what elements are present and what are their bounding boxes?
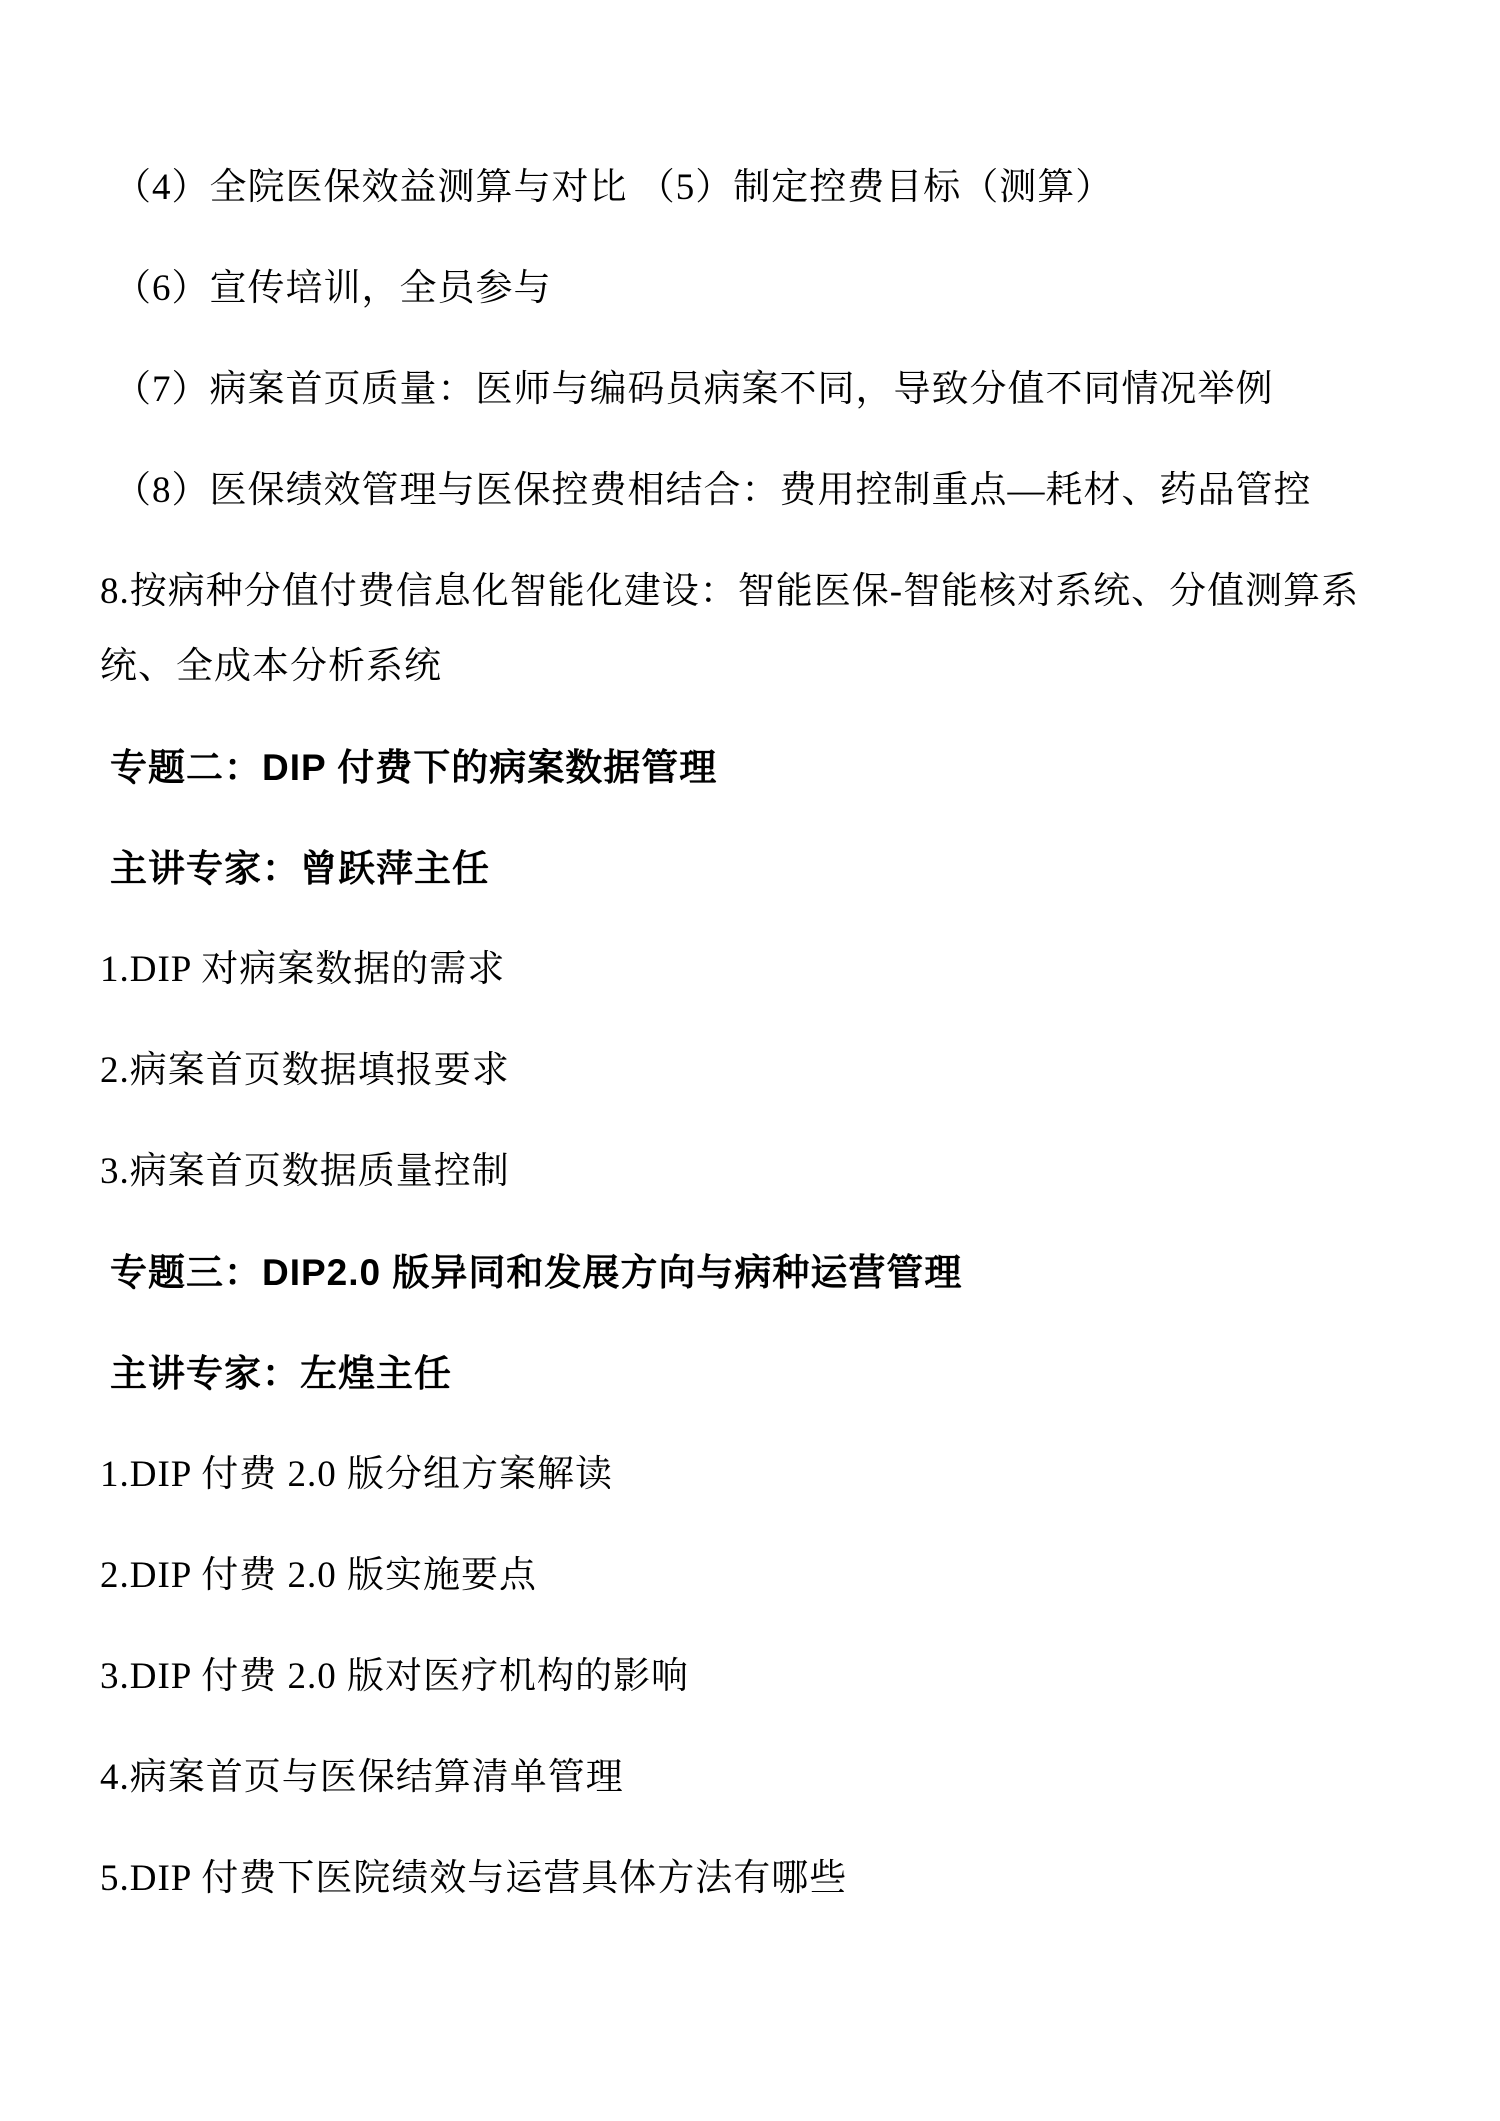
paragraph-topic2-item-1: 1.DIP 对病案数据的需求 <box>100 949 506 990</box>
paragraph-item-4-5: （4）全院医保效益测算与对比 （5）制定控费目标（测算） <box>114 167 1114 208</box>
heading-topic-3: 专题三：DIP2.0 版异同和发展方向与病种运营管理 <box>110 1252 963 1293</box>
heading-speaker-zengyueping: 主讲专家：曾跃萍主任 <box>110 848 490 889</box>
paragraph-item-8: （8）医保绩效管理与医保控费相结合：费用控制重点—耗材、药品管控 <box>114 470 1312 511</box>
paragraph-topic3-item-3: 3.DIP 付费 2.0 版对医疗机构的影响 <box>100 1656 689 1697</box>
paragraph-item-point8: 8.按病种分值付费信息化智能化建设：智能医保-智能核对系统、分值测算系统、全成本分析系统 <box>100 571 1360 687</box>
paragraph-item-7: （7）病案首页质量：医师与编码员病案不同，导致分值不同情况举例 <box>114 369 1274 410</box>
paragraph-topic3-item-1: 1.DIP 付费 2.0 版分组方案解读 <box>100 1454 613 1495</box>
paragraph-topic2-item-2: 2.病案首页数据填报要求 <box>100 1050 510 1091</box>
paragraph-topic3-item-4: 4.病案首页与医保结算清单管理 <box>100 1757 624 1798</box>
paragraph-topic3-item-5: 5.DIP 付费下医院绩效与运营具体方法有哪些 <box>100 1858 848 1899</box>
heading-topic-2: 专题二：DIP 付费下的病案数据管理 <box>110 747 718 788</box>
paragraph-topic3-item-2: 2.DIP 付费 2.0 版实施要点 <box>100 1555 537 1596</box>
paragraph-item-6: （6）宣传培训，全员参与 <box>114 268 552 309</box>
heading-speaker-zuohuang: 主讲专家：左煌主任 <box>110 1353 452 1394</box>
paragraph-topic2-item-3: 3.病案首页数据质量控制 <box>100 1151 510 1192</box>
